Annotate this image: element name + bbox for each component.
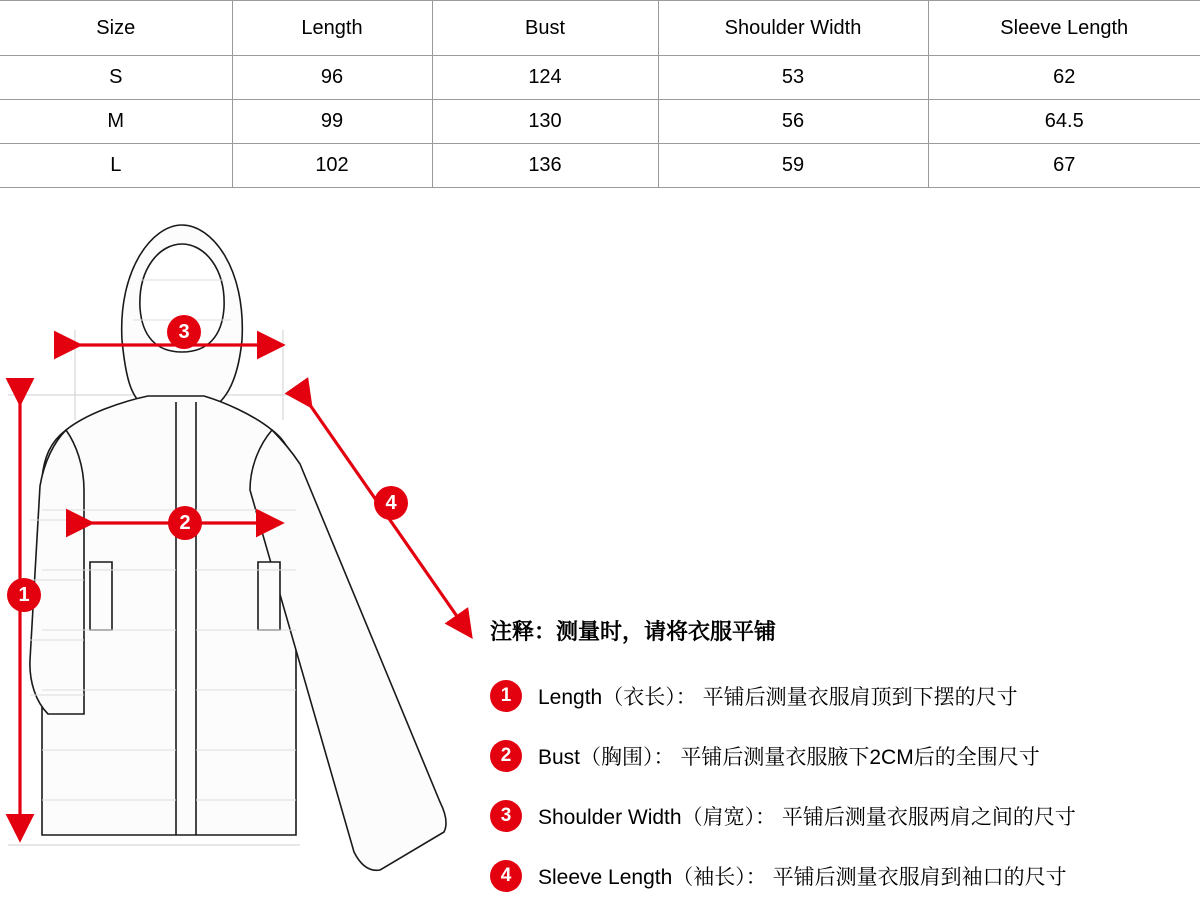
cell-shoulder-width: 56: [658, 100, 928, 144]
cell-size: S: [0, 56, 232, 100]
legend-text-bust: Bust（胸围）： 平铺后测量衣服腋下2CM后的全围尺寸: [538, 746, 1040, 769]
garment-diagram: [0, 190, 1200, 889]
cell-sleeve-length: 64.5: [928, 100, 1200, 144]
legend-item-sleeve-length: [490, 860, 1190, 892]
marker-length: 1: [7, 578, 41, 612]
column-header-shoulder-width: Shoulder Width: [658, 1, 928, 56]
cell-size: M: [0, 100, 232, 144]
cell-bust: 130: [432, 100, 658, 144]
cell-bust: 124: [432, 56, 658, 100]
size-table: [0, 0, 1200, 188]
table-row: [0, 56, 1200, 100]
cell-shoulder-width: 53: [658, 56, 928, 100]
cell-size: L: [0, 144, 232, 188]
cell-length: 99: [232, 100, 432, 144]
table-row: [0, 100, 1200, 144]
marker-bust: 2: [168, 506, 202, 540]
column-header-sleeve-length: Sleeve Length: [928, 1, 1200, 56]
legend-badge-4: 4: [490, 860, 522, 892]
marker-sleeve-length: 4: [374, 486, 408, 520]
cell-sleeve-length: 67: [928, 144, 1200, 188]
column-header-length: Length: [232, 1, 432, 56]
coat-illustration: [0, 190, 480, 851]
legend-badge-3: 3: [490, 800, 522, 832]
legend-item-shoulder-width: [490, 800, 1190, 832]
column-header-bust: Bust: [432, 1, 658, 56]
cell-bust: 136: [432, 144, 658, 188]
cell-sleeve-length: 62: [928, 56, 1200, 100]
table-row: [0, 144, 1200, 188]
legend-badge-2: 2: [490, 740, 522, 772]
legend-item-bust: [490, 740, 1190, 772]
legend-text-sleeve-length: Sleeve Length（袖长）： 平铺后测量衣服肩到袖口的尺寸: [538, 866, 1067, 889]
legend-item-length: [490, 680, 1190, 712]
legend-note: 注释：测量时，请将衣服平铺: [490, 619, 777, 644]
column-header-size: Size: [0, 1, 232, 56]
cell-length: 102: [232, 144, 432, 188]
legend-text-length: Length（衣长）： 平铺后测量衣服肩顶到下摆的尺寸: [538, 686, 1018, 709]
legend: [490, 615, 1190, 920]
marker-shoulder-width: 3: [167, 315, 201, 349]
cell-shoulder-width: 59: [658, 144, 928, 188]
cell-length: 96: [232, 56, 432, 100]
legend-badge-1: 1: [490, 680, 522, 712]
table-header-row: [0, 1, 1200, 56]
legend-text-shoulder-width: Shoulder Width（肩宽）： 平铺后测量衣服两肩之间的尺寸: [538, 806, 1076, 829]
